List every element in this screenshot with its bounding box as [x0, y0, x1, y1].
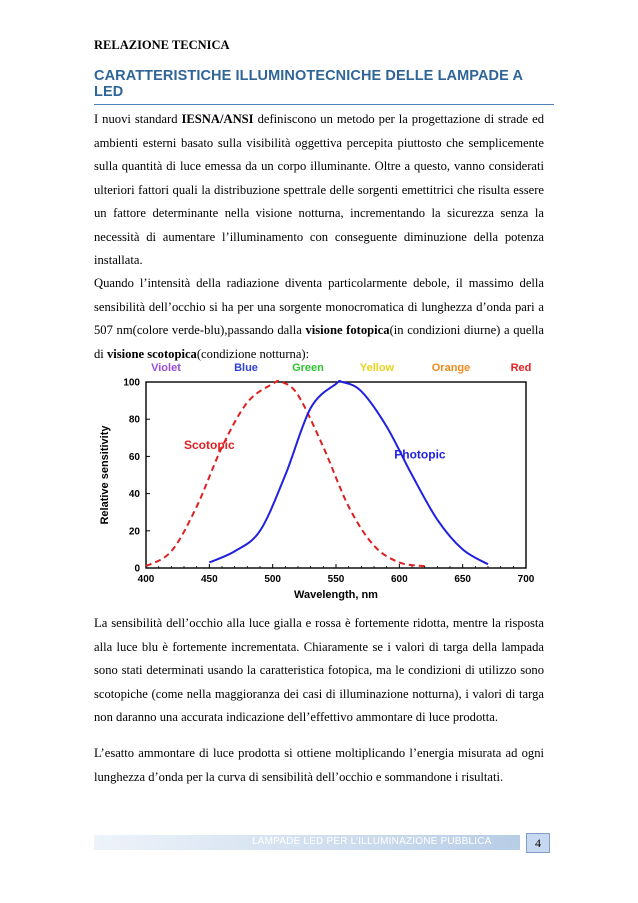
para1-text-2: definiscono un metodo per la progettazione di strade ed ambienti esterni basato sulla visibilità oggettiva percepita piuttosto che semplicemente sulla quantità di luce emessa da un corpo illuminante. Oltre a questo, vanno considerati ulteriori fattori quali la distribuzione spettrale delle sorgenti emettitrici che risulta essere un fattore determinante nella visione notturna, incrementando la sicurezza senza la necessità di aumentare l’illuminamento con conseguente diminuzione della potenza installata.	[94, 112, 544, 267]
x-tick-label: 400	[137, 574, 155, 585]
section-title: CARATTERISTICHE ILLUMINOTECNICHE DELLE LAMPADE A LED	[94, 68, 554, 105]
color-band-blue: Blue	[234, 362, 258, 374]
plot-frame	[146, 382, 526, 568]
x-tick-label: 550	[327, 574, 345, 585]
x-tick-label: 600	[390, 574, 408, 585]
page-number: 4	[526, 833, 550, 853]
paragraph-sensitivity	[94, 272, 544, 366]
paragraph-comparison: La sensibilità dell’occhio alla luce gialla e rossa è fortemente ridotta, mentre la risposta alla luce blu è fortemente incrementata. Chiaramente se i valori di targa della lampada sono stati determinati usando la caratteristica fotopica, ma le condizioni di utilizzo sono scotopiche (come nella maggioranza dei casi di illuminazione notturna), i valori di targa non daranno una accurata indicazione dell’effettivo ammontare di luce prodotta.	[94, 616, 544, 724]
y-tick-label: 40	[128, 489, 140, 501]
para1-bold-standard: IESNA/ANSI	[181, 112, 254, 126]
paragraph-calculation: L’esatto ammontare di luce prodotta si ottiene moltiplicando l’energia misurata ad ogni lunghezza d’onda per la curva di sensibilità dell’occhio e sommandone i risultati.	[94, 746, 544, 784]
x-tick-label: 500	[264, 574, 282, 585]
para2-text-2: (in condizioni diurne) a quella di	[94, 323, 544, 361]
y-tick-label: 20	[128, 526, 140, 538]
para2-bold-fotopica: visione fotopica	[305, 323, 390, 337]
x-axis-label: Wavelength, nm	[294, 589, 378, 601]
series-label-scotopic: Scotopic	[184, 437, 235, 452]
para1-text-1: I nuovi standard	[94, 112, 182, 126]
y-tick-label: 60	[128, 451, 140, 463]
y-tick-label: 0	[134, 563, 140, 575]
series-label-photopic: Photopic	[394, 447, 446, 462]
para2-bold-scotopica: visione scotopica	[106, 346, 197, 361]
paragraph-intro	[94, 108, 544, 273]
color-band-violet: Violet	[151, 362, 181, 374]
y-tick-label: 100	[123, 377, 140, 389]
footer-title: LAMPADE LED PER L’ILLUMINAZIONE PUBBLICA	[252, 836, 492, 847]
color-band-red: Red	[510, 362, 532, 374]
document-header-label: RELAZIONE TECNICA	[94, 38, 230, 52]
para2-text-3: (condizione notturna):	[196, 346, 310, 361]
color-band-orange: Orange	[431, 362, 471, 374]
x-tick-label: 650	[454, 574, 472, 585]
color-band-green: Green	[292, 362, 324, 374]
para2-text-1: Quando l’intensità della radiazione diventa particolarmente debole, il massimo della sensibilità dell’occhio si ha per una sorgente monocromatica di lunghezza d’onda pari a 507 nm(colore verde-blu),passando dalla	[94, 276, 544, 337]
color-band-yellow: Yellow	[359, 362, 395, 374]
y-tick-label: 80	[128, 414, 140, 426]
sensitivity-chart	[94, 356, 542, 608]
x-tick-label: 700	[517, 574, 535, 585]
series-line-photopic	[209, 381, 488, 564]
x-tick-label: 450	[200, 574, 218, 585]
y-axis-label: Relative sensitivity	[99, 425, 111, 525]
